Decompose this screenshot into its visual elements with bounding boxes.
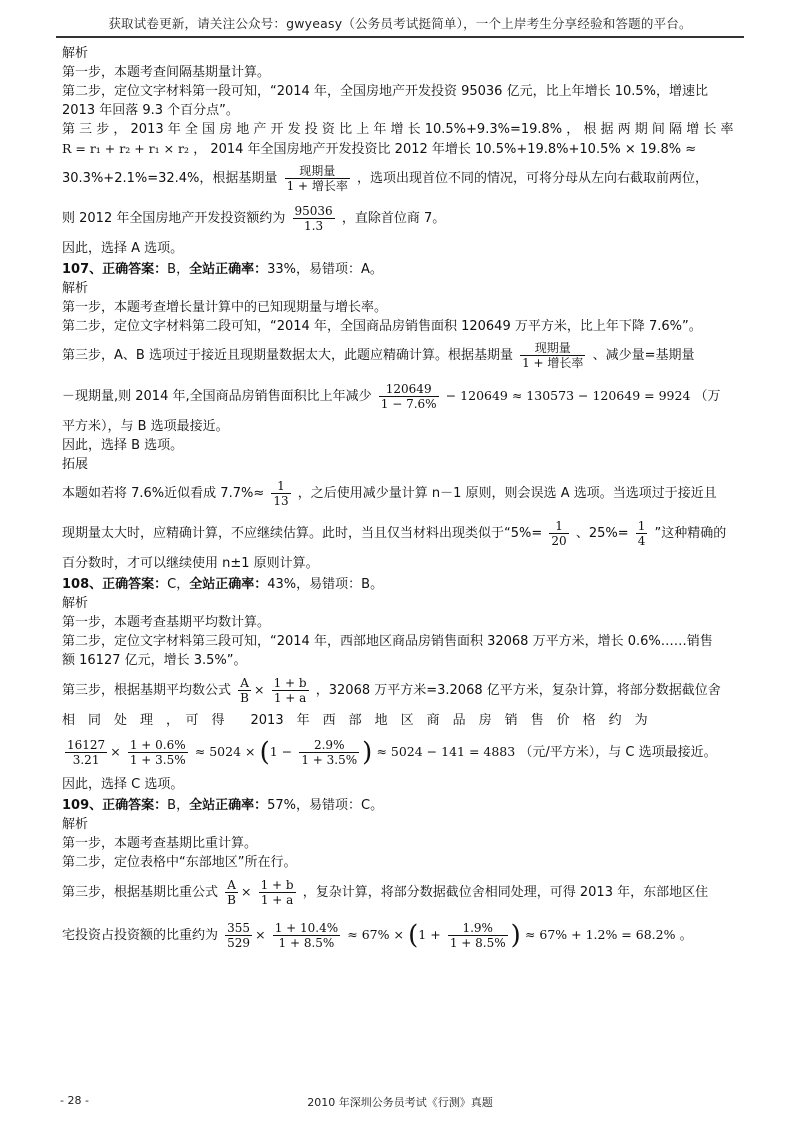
calc-fraction-3: $\frac{2.9\%}{1 + 3.5\%}$ [301, 738, 358, 767]
step-2-cont: 2013 年回落 9.3 个百分点”。 [62, 103, 239, 118]
step-3-cont: 相 同 处 理 ， 可 得 2013 年 西 部 地 区 商 品 房 销 售 价 格 约 为 [62, 713, 648, 728]
step-2: 第二步，定位文字材料第二段可知，“2014 年，全国商品房销售面积 120649 万平方米，比上年下降 7.6%”。 [62, 319, 702, 334]
calc-fraction: $\frac{95036}{1.3}$ [294, 204, 333, 233]
step-3-base-formula-line: 30.3%+2.1%=32.4%，根据基期量 现期量 1 + 增长率 ，选项出现首位不同的情况，可将分母从左向右截取前两位， [62, 164, 709, 193]
step-2: 第二步，定位文字材料第一段可知，“2014 年，全国房地产开发投资 95036 亿元，比上年增长 10.5%，增速比 [62, 84, 709, 99]
step-1: 第一步，本题考查增长量计算中的已知现期量与增长率。 [62, 300, 388, 315]
conclusion: 因此，选择 B 选项。 [62, 438, 184, 453]
fraction-1-4: $\frac{1}{4}$ [637, 519, 646, 548]
fraction-1-20: $\frac{1}{20}$ [551, 519, 567, 548]
approx-fraction: $\frac{1}{13}$ [273, 479, 289, 508]
base-period-fraction: 现期量 1 + 增长率 [522, 341, 584, 370]
step-1: 第一步，本题考查基期平均数计算。 [62, 615, 271, 630]
extension-line-1: 本题如若将 7.6%近似看成 7.7%≈ $\frac{1}{13}$ ，之后使用减少量计算 n－1 原则，则会误选 A 选项。当选项过于接近且 [62, 479, 717, 508]
calc-fraction-2: $\frac{1 + 0.6\%}{1 + 3.5\%}$ [129, 738, 186, 767]
step-3-cont: 平方米），与 B 选项最接近。 [62, 419, 229, 434]
document-body [62, 44, 742, 958]
conclusion: 因此，选择 C 选项。 [62, 777, 184, 792]
conclusion: 因此，选择 A 选项。 [62, 241, 184, 256]
page-header: 获取试卷更新，请关注公众号：gwyeasy（公务员考试挺简单），一个上岸考生分享经验和答题的平台。 [108, 16, 692, 31]
step-2-cont: 额 16127 亿元，增长 3.5%”。 [62, 653, 247, 668]
analysis-heading: 解析 [62, 46, 89, 61]
question-title: 108、正确答案：C，全站正确率：43%，易错项：B。 [62, 577, 384, 592]
step-3: 第三步，根据基期比重公式 $\frac{A}{B}$ × $\frac{1 + b}{1 + a}$ ，复杂计算，将部分数据截位舍相同处理，可得 2013 年，东部地区住 [62, 878, 709, 907]
calc-fraction-1: $\frac{16127}{3.21}$ [67, 738, 106, 767]
question-title: 109、正确答案：B，全站正确率：57%，易错项：C。 [62, 798, 384, 813]
fraction-growth: $\frac{1 + b}{1 + a}$ [273, 676, 307, 705]
fraction-a-b: $\frac{A}{B}$ [240, 676, 249, 705]
interval-growth-formula: R = r₁ + r₂ + r₁ × r₂ [62, 141, 190, 156]
analysis-heading: 解析 [62, 596, 89, 611]
base-period-fraction: 现期量 1 + 增长率 [286, 164, 348, 193]
step-3-calc-line: $\frac{16127}{3.21}$ × $\frac{1 + 0.6\%}{1 + 3.5\%}$ ≈ 5024 × (1 − $\frac{2.9\%}{1 + 3.5\%}$ ) ≈ 5024 − 141 = 4883 （元/平方米），与 C 选项最接近。 [67, 737, 717, 768]
fraction-a-b: $\frac{A}{B}$ [227, 878, 236, 907]
calc-fraction: $\frac{120649}{1 - 7.6\%}$ [380, 382, 437, 411]
fraction-growth: $\frac{1 + b}{1 + a}$ [260, 878, 294, 907]
step-3: 第三步，A、B 选项过于接近且现期量数据太大，此题应精确计算。根据基期量 现期量 1 + 增长率 、减少量=基期量 [62, 341, 695, 370]
analysis-heading: 解析 [62, 817, 89, 832]
analysis-heading: 解析 [62, 281, 89, 296]
step-3: 第三步，根据基期平均数公式 $\frac{A}{B}$ × $\frac{1 + b}{1 + a}$ ，32068 万平方米=3.2068 亿平方米，复杂计算，将部分数据截位舍 [62, 676, 721, 705]
calc-fraction-3: $\frac{1.9\%}{1 + 8.5\%}$ [449, 921, 506, 950]
step-3-calc-line: －现期量,则 2014 年,全国商品房销售面积比上年减少 $\frac{120649}{1 - 7.6\%}$ − 120649 ≈ 130573 − 120649 = 9924 （万 [62, 382, 721, 411]
question-title: 107、正确答案：B，全站正确率：33%，易错项：A。 [62, 262, 383, 277]
step-1: 第一步，本题考查间隔基期量计算。 [62, 65, 271, 80]
calc-fraction-1: $\frac{355}{529}$ [227, 921, 251, 950]
step-3-calc-line: 宅投资占投资额的比重约为 $\frac{355}{529}$ × $\frac{1 + 10.4\%}{1 + 8.5\%}$ ≈ 67% × (1 + $\frac{1.9\%}{1 + 8.5\%}$ ) ≈ 67% + 1.2% = 68.2% 。 [62, 920, 693, 951]
calc-fraction-2: $\frac{1 + 10.4\%}{1 + 8.5\%}$ [274, 921, 339, 950]
step-2: 第二步，定位表格中“东部地区”所在行。 [62, 855, 297, 870]
step-3-calc-line: 则 2012 年全国房地产开发投资额约为 $\frac{95036}{1.3}$ ，直除首位商 7。 [62, 204, 446, 233]
extension-heading: 拓展 [62, 457, 89, 472]
header-rule [56, 36, 744, 38]
page-number: - 28 - [60, 1094, 89, 1107]
step-3: 第 三 步 ， 2013 年 全 国 房 地 产 开 发 投 资 比 上 年 增 长 10.5%+9.3%=19.8% ， 根 据 两 期 间 隔 增 长 率 [62, 122, 734, 137]
step-2: 第二步，定位文字材料第三段可知，“2014 年，西部地区商品房销售面积 32068 万平方米，增长 0.6%……销售 [62, 634, 713, 649]
step-3-cont: R = r₁ + r₂ + r₁ × r₂ ， 2014 年全国房地产开发投资比 2012 年增长 10.5%+19.8%+10.5% × 19.8% ≈ [62, 141, 697, 157]
footer-title: 2010 年深圳公务员考试《行测》真题 [307, 1096, 493, 1109]
extension-line-2: 现期量太大时，应精确计算，不应继续估算。此时，当且仅当材料出现类似于“5%= $\frac{1}{20}$ 、25%= $\frac{1}{4}$ ”这种精确的 [62, 519, 727, 548]
step-1: 第一步，本题考查基期比重计算。 [62, 836, 258, 851]
extension-line-3: 百分数时，才可以继续使用 n±1 原则计算。 [62, 556, 319, 571]
